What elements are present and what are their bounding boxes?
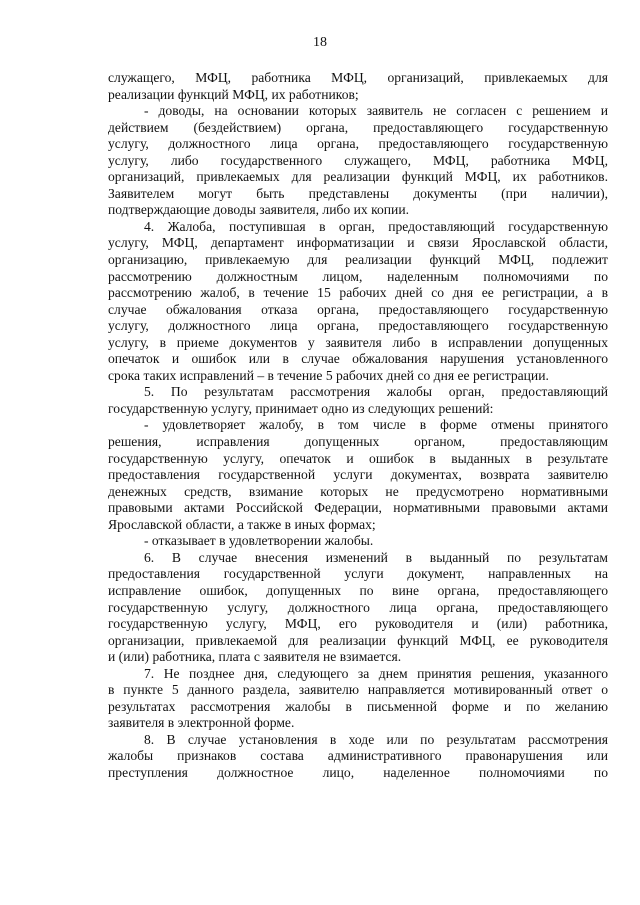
text-line: в пункте 5 данного раздела, заявителю направляется мотивированный ответ о <box>108 682 608 698</box>
text-line: услугу, МФЦ, департамент информатизации и связи Ярославской области, <box>108 235 608 251</box>
text-line: предоставления государственной услуги документах, возврата заявителю <box>108 467 608 483</box>
text-line: денежных средств, взимание которых не предусмотрено нормативными <box>108 483 608 499</box>
text-line: 7. Не позднее дня, следующего за днем принятия решения, указанного <box>144 665 608 681</box>
text-line: действием (бездействием) органа, предоставляющего государственную <box>108 119 608 135</box>
text-line: и (или) работника, плата с заявителя не взимается. <box>108 649 402 665</box>
text-line: - доводы, на основании которых заявитель не согласен с решением и <box>144 103 608 119</box>
text-line: подтверждающие доводы заявителя, либо их копии. <box>108 202 409 218</box>
text-line: государственную услугу, принимает одно из следующих решений: <box>108 400 494 416</box>
text-line: услугу, должностного лица органа, предоставляющего государственную <box>108 136 608 152</box>
text-line: государственную услугу, МФЦ, его руководителя и (или) работника, <box>108 616 608 632</box>
text-line: организации, привлекаемой для реализации функций МФЦ, ее руководителя <box>108 632 608 648</box>
text-line: услугу, в приеме документов у заявителя либо в исправлении допущенных <box>108 334 608 350</box>
text-line: Ярославской области, а также в иных формах; <box>108 516 376 532</box>
text-line: государственную услугу, опечаток и ошибок в выданных в результате <box>108 450 608 466</box>
text-line: государственную услугу, должностного лица органа, предоставляющего <box>108 599 608 615</box>
text-line: срока таких исправлений – в течение 5 рабочих дней со дня ее регистрации. <box>108 367 549 383</box>
text-line: рассмотрению должностным лицом, наделенным полномочиями по <box>108 268 608 284</box>
text-line: - отказывает в удовлетворении жалобы. <box>144 533 374 549</box>
text-line: Заявителем могут быть представлены документы (при наличии), <box>108 185 608 201</box>
text-line: предоставления государственной услуги документ, направленных на <box>108 566 608 582</box>
text-line: опечаток и ошибок или в случае обжалования нарушения установленного <box>108 351 608 367</box>
text-line: услугу, либо государственного служащего, МФЦ, работника МФЦ, <box>108 152 608 168</box>
text-line: заявителя в электронной форме. <box>108 715 295 731</box>
text-line: решения, исправления допущенных органом, предоставляющим <box>108 434 608 450</box>
document-body <box>108 70 608 782</box>
text-line: исправление ошибок, допущенных по вине органа, предоставляющего <box>108 582 608 598</box>
text-line: служащего, МФЦ, работника МФЦ, организаций, привлекаемых для <box>108 70 608 85</box>
text-line: случае обжалования отказа органа, предоставляющего государственную <box>108 301 608 317</box>
text-line: реализации функций МФЦ, их работников; <box>108 86 359 102</box>
text-line: 8. В случае установления в ходе или по результатам рассмотрения <box>144 731 608 747</box>
text-line: услугу, должностного лица органа, предоставляющего государственную <box>108 318 608 334</box>
text-line: преступления должностное лицо, наделенное полномочиями по <box>108 764 608 780</box>
text-line: организаций, привлекаемых для реализации функций МФЦ, их работников. <box>108 169 608 185</box>
text-line: 6. В случае внесения изменений в выданный по результатам <box>144 549 608 565</box>
text-line: 4. Жалоба, поступившая в орган, предоставляющий государственную <box>144 218 608 234</box>
text-line: правовыми актами Российской Федерации, нормативными правовыми актами <box>108 500 608 516</box>
text-line: рассмотрению жалоб, в течение 15 рабочих дней со дня ее регистрации, а в <box>108 285 608 301</box>
text-line: - удовлетворяет жалобу, в том числе в форме отмены принятого <box>144 417 608 433</box>
page-number: 18 <box>313 35 327 50</box>
text-line: 5. По результатам рассмотрения жалобы орган, предоставляющий <box>144 384 608 400</box>
text-line: организацию, привлекаемую для реализации функций МФЦ, подлежит <box>108 252 608 268</box>
text-line: жалобы признаков состава административного правонарушения или <box>108 748 608 764</box>
text-line: результатах рассмотрения жалобы в письменной форме и по желанию <box>108 698 608 714</box>
